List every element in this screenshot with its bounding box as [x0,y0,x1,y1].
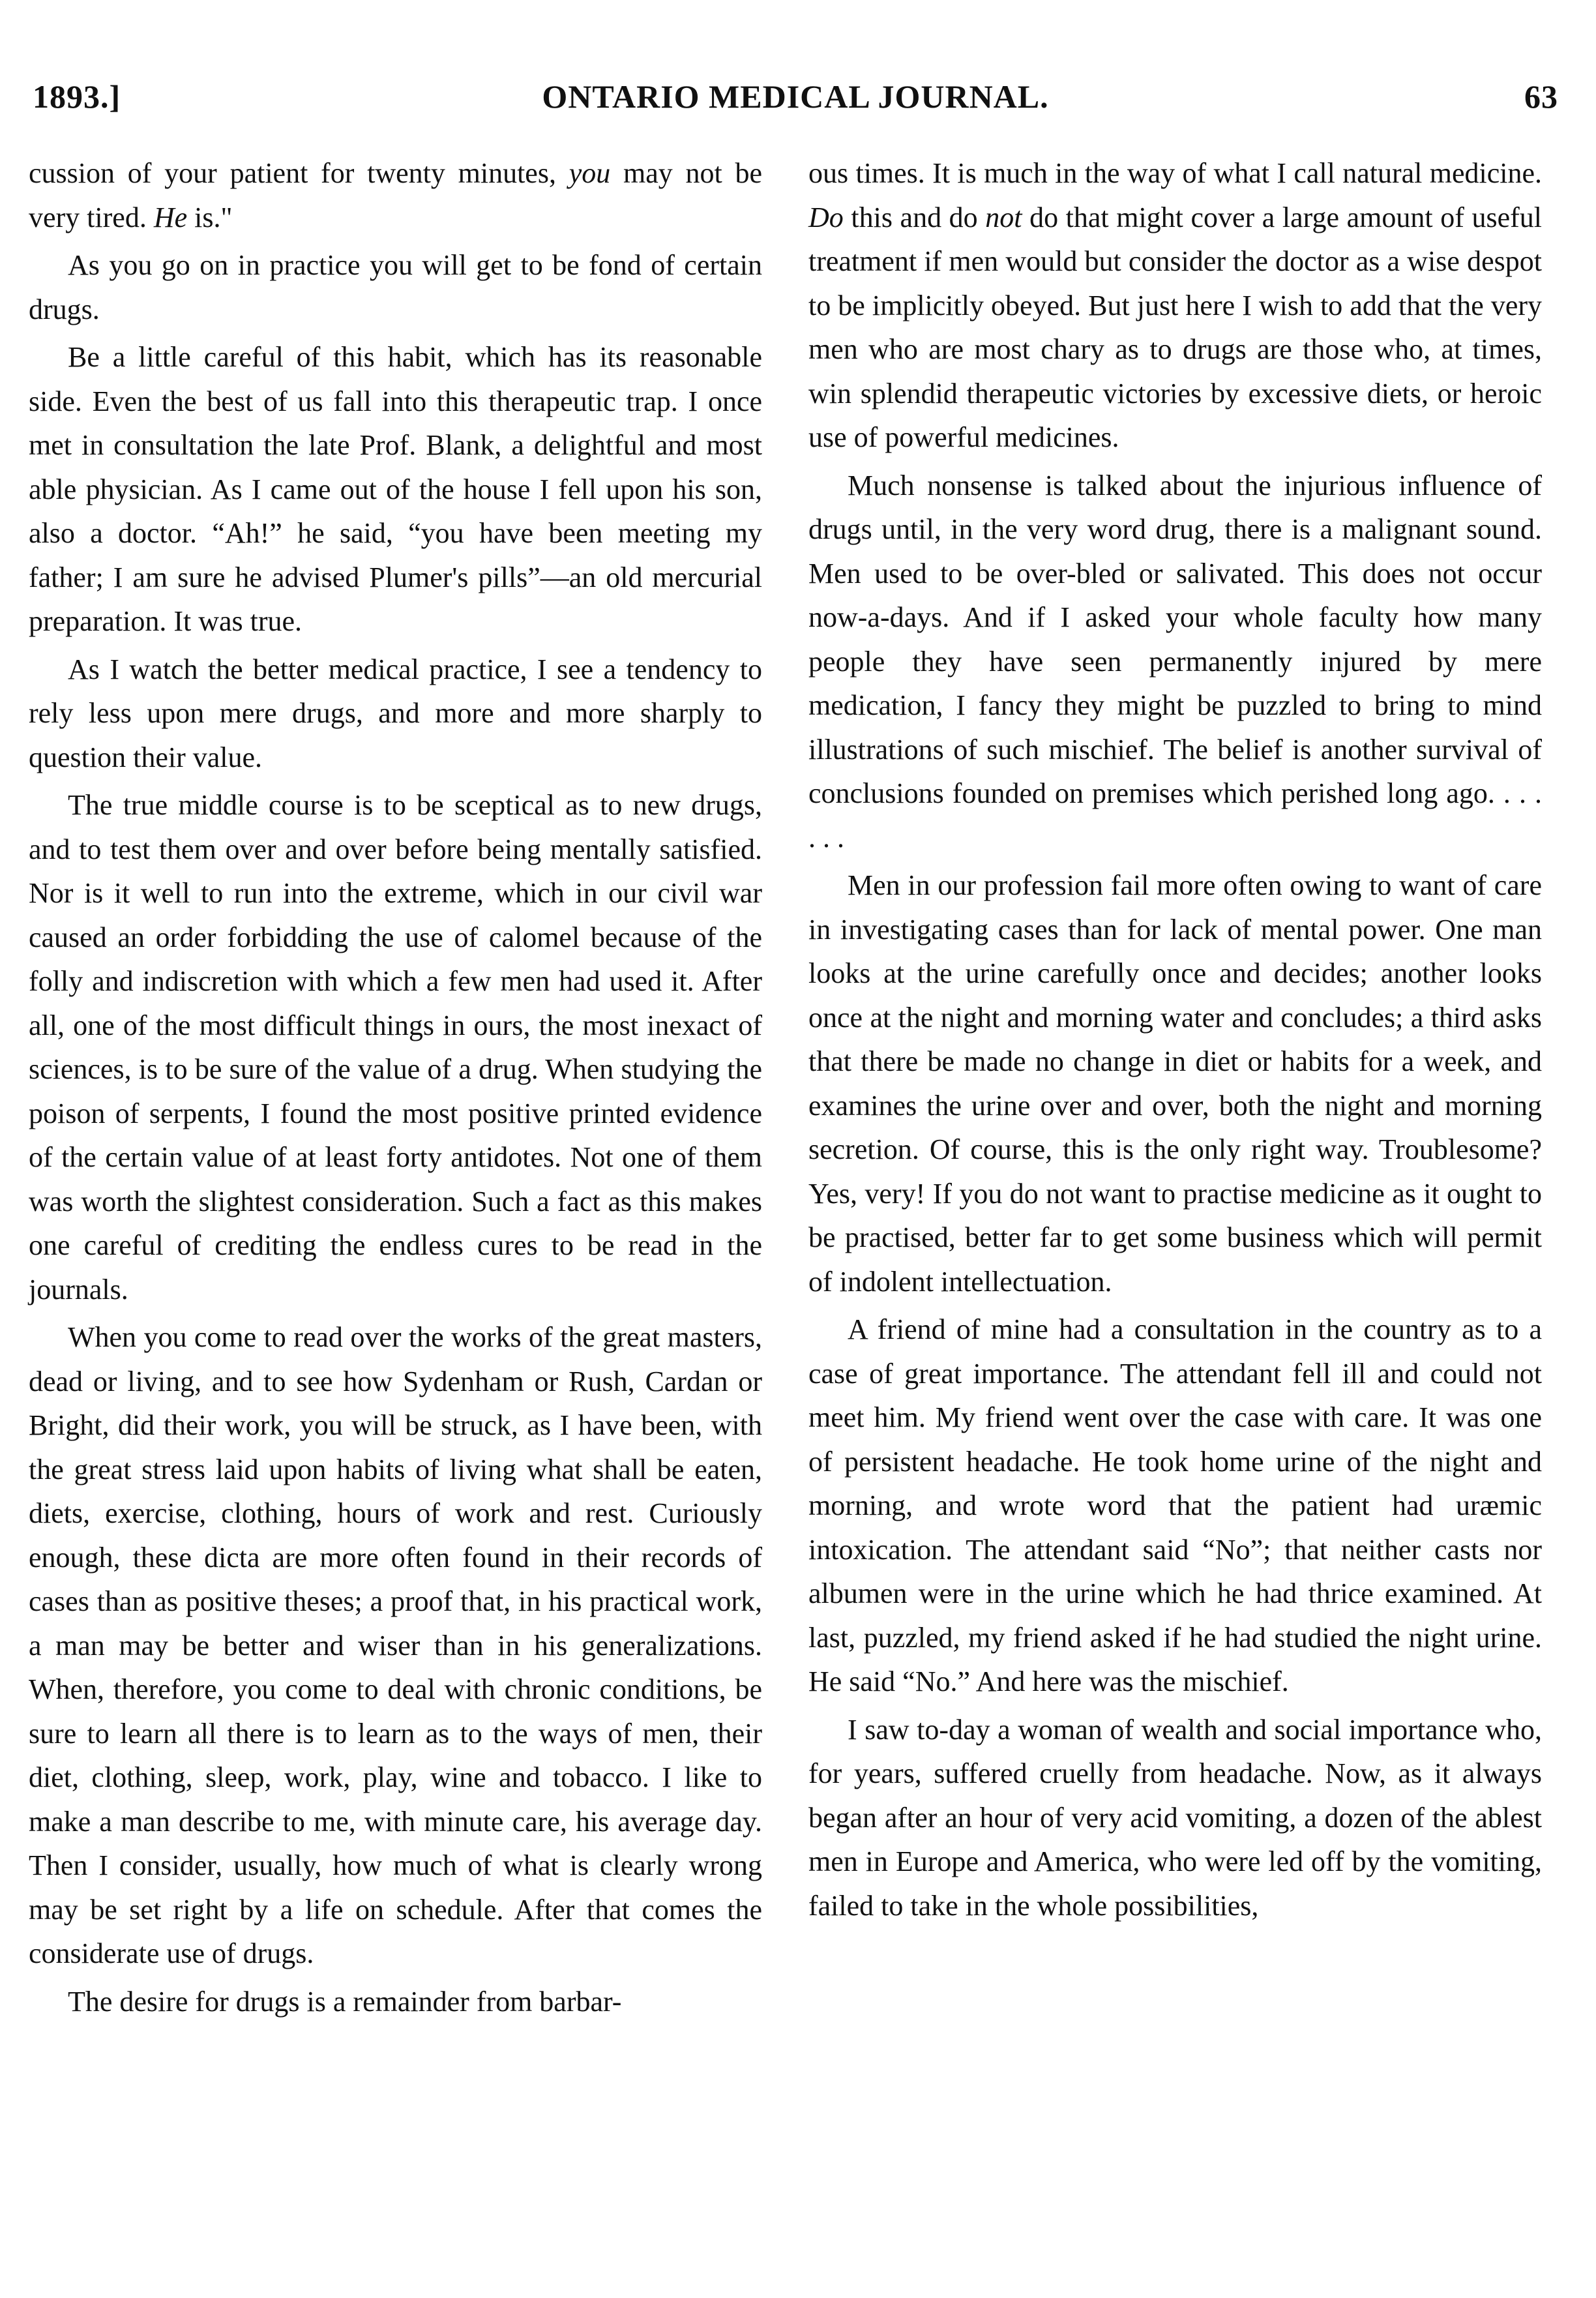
paragraph: Much nonsense is talked about the injurious influence of drugs until, in the very word drug, there is a malignant sound. Men used to be over-bled or salivated. This does not occur now-a-days. And if I asked your whole faculty how many people they have seen permanently injured by mere medication, I fancy they might be puzzled to bring to mind illustrations of such mischief. The belief is another survival of conclusions founded on premises which perished long ago. . . . . . . [808,469,1542,854]
left-column [29,151,762,2027]
paragraph: As you go on in practice you will get to be fond of certain drugs. [29,249,762,325]
paragraph: The desire for drugs is a remainder from barbar- [68,1985,622,2018]
paragraph [808,151,1542,460]
paragraph [29,151,762,239]
text-run: cussion of your patient for twenty minutes, [29,157,569,189]
header-year: 1893.] [33,78,121,115]
paragraph: As I watch the better medical practice, I see a tendency to rely less upon mere drugs, and more and more sharply to question their value. [29,653,762,773]
text-run: is." [187,201,233,233]
paragraph: Men in our profession fail more often owing to want of care in investigating cases than for lack of mental power. One man looks at the urine carefully once and decides; another looks once at the night and morning water and concludes; a third asks that there be made no change in diet or habits for a week, and examines the urine over and over, both the night and morning secretion. Of course, this is the only right way. Troublesome? Yes, very! If you do not want to practise medicine as it ought to be practised, better far to get some business which will permit of indolent intellectuation. [808,869,1542,1298]
paragraph: A friend of mine had a consultation in the country as to a case of great importance. The attendant fell ill and could not meet him. My friend went over the case with care. It was one of persistent headache. He took home urine of the night and morning, and wrote word that the patient had uræmic intoxication. The attendant said “No”; that neither casts nor albumen were in the urine which he had thrice examined. At last, puzzled, my friend asked if he had studied the night urine. He said “No.” And here was the mischief. [808,1313,1542,1697]
running-header [33,70,1558,123]
paragraph: I saw to-day a woman of wealth and social importance who, for years, suffered cruelly from headache. Now, as it always began after an hour of very acid vomiting, a dozen of the ablest men in Europe and America, who were led off by the vomiting, failed to take in the whole possibilities, [808,1713,1542,1922]
paragraph: When you come to read over the works of the great masters, dead or living, and to see how Sydenham or Rush, Cardan or Bright, did their work, you will be struck, as I have been, with the great stress laid upon habits of living what shall be eaten, diets, exercise, clothing, hours of work and rest. Curiously enough, these dicta are more often found in their records of cases than as positive theses; a proof that, in his practical work, a man may be better and wiser than in his generalizations. When, therefore, you come to deal with chronic conditions, be sure to learn all there is to learn as to the ways of men, their diet, clothing, sleep, work, play, wine and tobacco. I like to make a man describe to me, with minute care, his average day. Then I consider, usually, how much of what is clearly wrong may be set right by a life on schedule. After that comes the considerate use of drugs. [29,1321,762,1969]
paragraph: Be a little careful of this habit, which has its reasonable side. Even the best of us fall into this therapeutic trap. I once met in consultation the late Prof. Blank, a delightful and most able physician. As I came out of the house I fell upon his son, also a doctor. “Ah!” he said, “you have been meeting my father; I am sure he advised Plumer's pills”—an old mercurial preparation. It was true. [29,341,762,637]
italic-text: He [153,201,188,233]
italic-text: not [985,201,1022,233]
italic-text: Do [808,201,844,233]
paragraph: The true middle course is to be sceptical as to new drugs, and to test them over and over before being mentally satisfied. Nor is it well to run into the extreme, which in our civil war caused an order forbidding the use of calomel because of the folly and indiscretion with which a few men had used it. After all, one of the most difficult things in ours, the most inexact of sciences, is to be sure of the value of a drug. When studying the poison of serpents, I found the most positive printed evidence of the certain value of at least forty antidotes. Not one of them was worth the slightest consideration. Such a fact as this makes one careful of crediting the endless cures to be read in the journals. [29,789,762,1306]
right-column [808,151,1542,1932]
text-run: do that might cover a large amount of useful treatment if men would but consider the doctor as a wise despot to be implicitly obeyed. But just here I wish to add that the very men who are most chary as to drugs are those who, at times, win splendid therapeutic victories by excessive diets, or heroic use of powerful medicines. [808,201,1542,453]
text-run: may not be very tired. [29,157,763,233]
text-run: this and do [843,201,986,233]
page-number: 63 [1524,78,1558,115]
journal-title: ONTARIO MEDICAL JOURNAL. [542,78,1049,115]
italic-text: you [569,157,611,189]
text-run: ous times. It is much in the way of what I call natural medicine. [808,157,1542,189]
